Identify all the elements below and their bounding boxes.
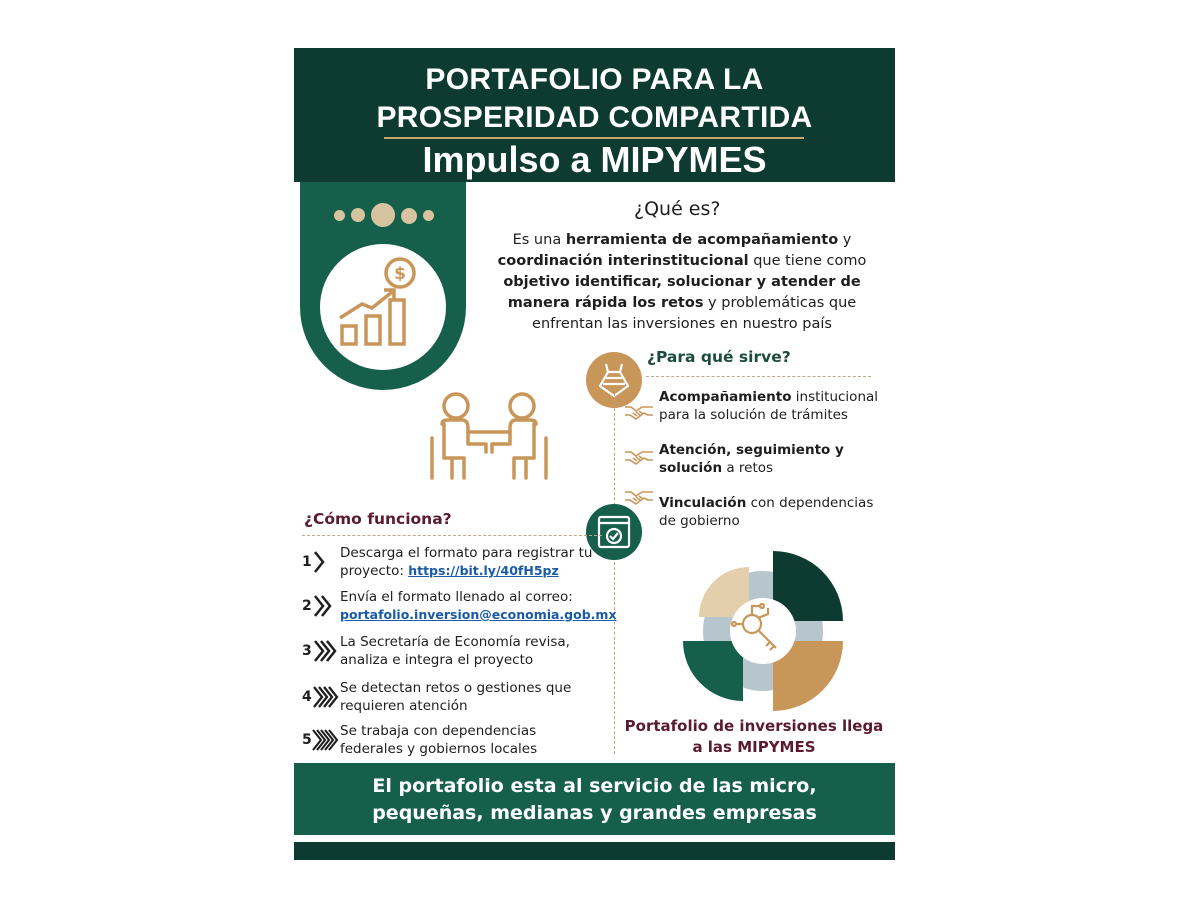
step-text: Se trabaja con dependencias federales y gobiernos locales <box>340 723 538 757</box>
chevron-icon <box>310 728 340 752</box>
footer-line-1: El portafolio esta al servicio de las micro, <box>372 775 817 797</box>
svg-text:$: $ <box>394 264 406 284</box>
step-5 <box>300 722 600 762</box>
como-funciona-divider <box>302 535 602 536</box>
para-que-item-1: Acompañamiento institucional para la solución de trámites <box>659 389 879 423</box>
footer-line-2: pequeñas, medianas y grandes empresas <box>372 802 817 824</box>
poster <box>294 48 895 860</box>
step-text: Envía el formato llenado al correo: portafolio.inversion@economia.gob.mx <box>340 589 617 622</box>
title-line-2: PROSPERIDAD COMPARTIDA <box>376 101 813 134</box>
step-2 <box>300 588 617 628</box>
para-que-item-2: Atención, seguimiento y solución a retos <box>659 442 844 476</box>
step-1 <box>300 544 600 584</box>
title-line-1: PORTAFOLIO PARA LA <box>425 63 764 96</box>
step-number: 5 <box>302 732 312 748</box>
icon-circle <box>320 244 446 370</box>
footer-banner <box>294 763 895 835</box>
step-number: 4 <box>302 689 312 705</box>
green-arch <box>300 182 466 390</box>
dollar-chart-icon <box>320 244 446 370</box>
que-es-text: Es una herramienta de acompañamiento y coordinación interinstitucional que tiene como objetivo identificar, solucionar y atender de manera rápida los retos y problemáticas que enfrentan las inversiones en nuestro país <box>497 232 867 332</box>
que-es-title: ¿Qué es? <box>634 198 721 220</box>
como-funciona-title: ¿Cómo funciona? <box>304 510 452 528</box>
bottom-bar <box>294 842 895 860</box>
step-number: 2 <box>302 598 312 614</box>
para-que-item-3: Vinculación con dependencias de gobierno <box>659 495 874 529</box>
para-que-divider <box>646 376 871 377</box>
subtitle: Impulso a MIPYMES <box>422 139 767 180</box>
quadrant-caption: Portafolio de inversiones llega a las MIPYMES <box>624 717 884 756</box>
formato-link[interactable]: https://bit.ly/40fH5pz <box>408 563 559 578</box>
chevron-icon <box>310 685 340 709</box>
decorative-dots <box>334 200 434 230</box>
dashed-divider <box>614 388 615 754</box>
step-text: La Secretaría de Economía revisa, analiza e integra el proyecto <box>340 634 570 668</box>
chevron-icon <box>310 594 340 618</box>
meeting-icon <box>424 388 554 483</box>
handshake-icon <box>624 448 654 466</box>
step-3 <box>300 633 600 673</box>
step-4 <box>300 679 600 719</box>
quadrant-graphic <box>680 548 846 714</box>
step-text: Se detectan retos o gestiones que requieren atención <box>340 680 572 714</box>
step-text: Descarga el formato para registrar tu proyecto: https://bit.ly/40fH5pz <box>340 545 593 579</box>
step-number: 1 <box>302 554 312 570</box>
header-banner <box>294 48 895 182</box>
email-link[interactable]: portafolio.inversion@economia.gob.mx <box>340 607 617 622</box>
handshake-icon <box>624 403 654 421</box>
chevron-icon <box>310 639 340 663</box>
chevron-icon <box>310 550 340 574</box>
para-que-title: ¿Para qué sirve? <box>647 348 791 366</box>
step-number: 3 <box>302 643 312 659</box>
